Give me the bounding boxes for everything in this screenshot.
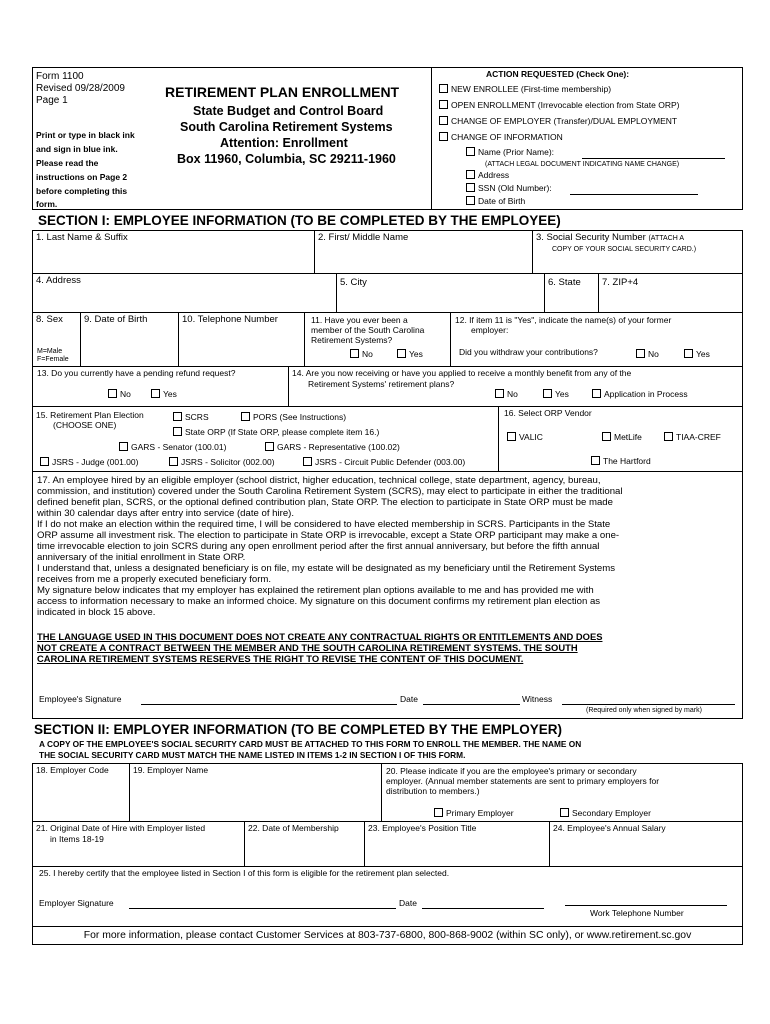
- employee-date-label: Date: [400, 694, 418, 704]
- jsrs-circuit-checkbox[interactable]: [303, 457, 312, 466]
- revised-date: Revised 09/28/2009: [36, 83, 125, 94]
- membership-date-field[interactable]: [245, 822, 365, 867]
- pending-refund-no-checkbox[interactable]: [108, 389, 117, 398]
- ack-line-8: anniversary of the initial enrollment in State ORP.: [37, 552, 246, 563]
- annual-salary-field[interactable]: [550, 822, 743, 867]
- valic-checkbox[interactable]: [507, 432, 516, 441]
- secondary-employer[interactable]: [560, 808, 651, 818]
- former-employer-field[interactable]: [451, 313, 743, 367]
- old-ssn-line[interactable]: [570, 194, 698, 195]
- vendor-valic[interactable]: [507, 432, 543, 442]
- pending-refund-label: 13. Do you currently have a pending refund request?: [37, 368, 236, 378]
- scrs-label: SCRS: [185, 412, 209, 422]
- new-enrollee-label: NEW ENROLLEE (First-time membership): [451, 84, 612, 94]
- withdraw-yes[interactable]: [684, 349, 710, 359]
- prior-member-no-label: No: [362, 349, 373, 359]
- metlife-checkbox[interactable]: [602, 432, 611, 441]
- change-employer-label: CHANGE OF EMPLOYER (Transfer)/DUAL EMPLOYMENT: [451, 116, 678, 126]
- monthly-benefit-no-checkbox[interactable]: [495, 389, 504, 398]
- jsrs-solicitor-checkbox[interactable]: [169, 457, 178, 466]
- instruction-line-3: Please read the: [36, 158, 99, 168]
- city-label: 5. City: [340, 277, 367, 288]
- employee-signature-line[interactable]: [141, 704, 397, 705]
- ack-line-3: defined benefit plan, SCRS, or the optional defined contribution plan, State ORP. The election to participate in State ORP must be made: [37, 497, 613, 508]
- plan-scrs[interactable]: [173, 412, 209, 422]
- employer-date-line[interactable]: [422, 908, 544, 909]
- acknowledgement-block: [32, 472, 743, 719]
- witness-label: Witness: [522, 694, 553, 704]
- withdraw-no[interactable]: [636, 349, 659, 359]
- sex-male-note: M=Male: [37, 348, 63, 355]
- date-of-hire-sub: in Items 18-19: [50, 833, 104, 844]
- attach-legal-note: (ATTACH LEGAL DOCUMENT INDICATING NAME CHANGE): [485, 161, 680, 168]
- sex-female-note: F=Female: [37, 356, 69, 363]
- state-field[interactable]: [545, 274, 599, 313]
- pending-refund-yes-checkbox[interactable]: [151, 389, 160, 398]
- primary-employer-label: Primary Employer: [446, 808, 514, 818]
- tiaa-checkbox[interactable]: [664, 432, 673, 441]
- pending-refund-yes-label: Yes: [163, 389, 177, 399]
- ssn-label: 3. Social Security Number: [536, 232, 646, 243]
- ack-line-9: I understand that, unless a designated beneficiary is on file, my estate will be designated as my beneficiary until the Retirement Systems: [37, 563, 616, 574]
- prior-member-field: [305, 313, 451, 367]
- gars-rep-checkbox[interactable]: [265, 442, 274, 451]
- plan-jsrs-judge[interactable]: [40, 457, 138, 467]
- prior-member-yes-checkbox[interactable]: [397, 349, 406, 358]
- form-title: RETIREMENT PLAN ENROLLMENT: [165, 84, 400, 100]
- prior-member-label-2: member of the South Carolina: [311, 325, 425, 335]
- annual-salary-label: 24. Employee's Annual Salary: [553, 823, 666, 833]
- footer-contact: For more information, please contact Customer Services at 803-737-6800, 800-868-9002 (within SC only), or www.retirement.sc.gov: [32, 927, 743, 945]
- monthly-benefit-label-1: 14. Are you now receiving or have you applied to receive a monthly benefit from any of the: [292, 368, 632, 378]
- pors-label: PORS (See Instructions): [253, 412, 347, 422]
- primary-secondary-field: [382, 763, 743, 822]
- employer-date-label: Date: [399, 898, 417, 908]
- withdraw-yes-label: Yes: [696, 349, 710, 359]
- plan-gars-senator[interactable]: [119, 442, 226, 452]
- application-in-process-checkbox[interactable]: [592, 389, 601, 398]
- gars-senator-label: GARS - Senator (100.01): [131, 442, 227, 452]
- membership-date-label: 22. Date of Membership: [248, 823, 339, 833]
- telephone-label: 10. Telephone Number: [182, 314, 278, 325]
- ss-card-note-1: A COPY OF THE EMPLOYEE'S SOCIAL SECURITY CARD MUST BE ATTACHED TO THIS FORM TO ENROLL THE MEMBER. THE NAME ON: [39, 739, 582, 749]
- prior-member-no[interactable]: [350, 349, 373, 359]
- vendor-metlife[interactable]: [602, 432, 642, 442]
- agency-line-1: State Budget and Control Board: [193, 104, 384, 118]
- plan-election-label: 15. Retirement Plan Election: [36, 410, 144, 420]
- ack-line-13: indicated in block 15 above.: [37, 607, 156, 618]
- date-of-hire-field[interactable]: [32, 822, 245, 867]
- monthly-benefit-yes[interactable]: [543, 389, 569, 399]
- withdraw-yes-checkbox[interactable]: [684, 349, 693, 358]
- telephone-field[interactable]: [179, 313, 305, 367]
- witness-line[interactable]: [562, 704, 735, 705]
- withdraw-no-label: No: [648, 349, 659, 359]
- open-enrollment-label: OPEN ENROLLMENT (Irrevocable election from State ORP): [451, 100, 680, 110]
- action-open-enrollment[interactable]: [439, 100, 679, 110]
- first-name-label: 2. First/ Middle Name: [318, 232, 409, 243]
- mailing-address: Box 11960, Columbia, SC 29211-1960: [177, 152, 396, 166]
- pending-refund-no[interactable]: [108, 389, 131, 399]
- address-label: 4. Address: [36, 275, 81, 286]
- gars-rep-label: GARS - Representative (100.02): [277, 442, 400, 452]
- plan-pors[interactable]: [241, 412, 346, 422]
- work-telephone-line[interactable]: [565, 905, 727, 906]
- employer-certification-block: [32, 867, 743, 927]
- last-name-label: 1. Last Name & Suffix: [36, 232, 128, 243]
- change-info-label: CHANGE OF INFORMATION: [451, 132, 563, 142]
- instruction-line-5: before completing this: [36, 186, 128, 196]
- action-ssn[interactable]: [466, 183, 552, 193]
- pending-refund-no-label: No: [120, 389, 131, 399]
- ssn-change-checkbox[interactable]: [466, 183, 475, 192]
- prior-member-no-checkbox[interactable]: [350, 349, 359, 358]
- ssn-note-b: COPY OF YOUR SOCIAL SECURITY CARD.): [552, 245, 697, 253]
- prior-name-line[interactable]: [582, 158, 725, 159]
- witness-note: (Required only when signed by mark): [586, 707, 702, 714]
- ssn-field[interactable]: [533, 230, 743, 274]
- enrollment-form: [32, 67, 743, 945]
- ack-line-2: commission, and institution) covered under the South Carolina Retirement System (SCRS), may elect to participate in either the traditional: [37, 486, 623, 497]
- change-info-checkbox[interactable]: [439, 132, 448, 141]
- attention-line: Attention: Enrollment: [220, 136, 348, 150]
- address-change-checkbox[interactable]: [466, 170, 475, 179]
- dob-change-checkbox[interactable]: [466, 196, 475, 205]
- ack-line-6: ORP assume all investment risk. The election to participate in State ORP is irrevocable, except a State ORP participant may make a one-: [37, 530, 620, 541]
- certification-text: 25. I hereby certify that the employee listed in Section I of this form is eligible for the retirement plan selected.: [39, 868, 450, 878]
- open-enrollment-checkbox[interactable]: [439, 100, 448, 109]
- primary-secondary-label-3: distribution to members.): [386, 786, 480, 796]
- change-employer-checkbox[interactable]: [439, 116, 448, 125]
- disclaimer-line-2: NOT CREATE A CONTRACT BETWEEN THE MEMBER AND THE SOUTH CAROLINA RETIREMENT SYSTEMS. THE SOUTH: [37, 642, 578, 653]
- employee-date-line[interactable]: [423, 704, 520, 705]
- orp-label: State ORP (If State ORP, please complete item 16.): [185, 427, 380, 437]
- action-change-employer[interactable]: [439, 116, 677, 126]
- vendor-tiaa[interactable]: [664, 432, 721, 442]
- vendor-hartford[interactable]: [591, 456, 651, 466]
- employer-signature-line[interactable]: [129, 908, 396, 909]
- city-field[interactable]: [337, 274, 545, 313]
- jsrs-solicitor-label: JSRS - Solicitor (002.00): [181, 457, 275, 467]
- action-prior-name[interactable]: [466, 147, 554, 157]
- choose-one-label: (CHOOSE ONE): [53, 420, 117, 430]
- monthly-benefit-no-label: No: [507, 389, 518, 399]
- monthly-benefit-yes-checkbox[interactable]: [543, 389, 552, 398]
- monthly-benefit-label-2: Retirement Systems' retirement plans?: [308, 379, 455, 389]
- instruction-line-6: form.: [36, 199, 58, 209]
- plan-jsrs-solicitor[interactable]: [169, 457, 275, 467]
- prior-member-label-3: Retirement Systems?: [311, 335, 393, 345]
- header-divider: [431, 67, 432, 210]
- hartford-label: The Hartford: [603, 456, 651, 466]
- ack-line-1: 17. An employee hired by an eligible employer (school district, higher education, technical college, state department, agency, bureau,: [37, 475, 601, 486]
- plan-orp[interactable]: [173, 427, 379, 437]
- employer-signature-label: Employer Signature: [39, 898, 114, 908]
- position-title-label: 23. Employee's Position Title: [368, 823, 477, 833]
- ack-line-7: time irrevocable election to join SCRS during any open enrollment period after the first annual anniversary, but before the fifth annual: [37, 541, 600, 552]
- dob-field[interactable]: [81, 313, 179, 367]
- ack-line-4: within 30 calendar days after entry into service (date of hire).: [37, 508, 295, 519]
- employer-code-label: 18. Employer Code: [36, 765, 109, 775]
- former-employer-label-2: employer:: [471, 325, 509, 335]
- metlife-label: MetLife: [614, 432, 642, 442]
- withdraw-no-checkbox[interactable]: [636, 349, 645, 358]
- plan-jsrs-circuit[interactable]: [303, 457, 465, 467]
- zip-field[interactable]: [599, 274, 743, 313]
- zip-label: 7. ZIP+4: [602, 277, 639, 288]
- tiaa-label: TIAA-CREF: [676, 432, 721, 442]
- jsrs-judge-checkbox[interactable]: [40, 457, 49, 466]
- ssn-note-a: (ATTACH A: [648, 235, 684, 242]
- address-field[interactable]: [32, 274, 337, 313]
- instruction-line-4: instructions on Page 2: [36, 172, 128, 182]
- employer-code-field[interactable]: [32, 763, 130, 822]
- work-telephone-label: Work Telephone Number: [590, 908, 684, 918]
- disclaimer-line-3: CAROLINA RETIREMENT SYSTEMS RESERVES THE RIGHT TO REVISE THE CONTENT OF THIS DOCUMENT.: [37, 653, 524, 664]
- agency-line-2: South Carolina Retirement Systems: [180, 120, 393, 134]
- prior-name-label: Name (Prior Name):: [478, 147, 555, 157]
- orp-checkbox[interactable]: [173, 427, 182, 436]
- employer-name-field[interactable]: [130, 763, 382, 822]
- ss-card-note-2: THE SOCIAL SECURITY CARD MUST MATCH THE NAME LISTED IN ITEMS 1-2 IN SECTION I OF THIS FORM.: [39, 750, 466, 760]
- action-new-enrollee[interactable]: [439, 84, 611, 94]
- instruction-line-2: and sign in blue ink.: [36, 144, 118, 154]
- pending-refund-yes[interactable]: [151, 389, 177, 399]
- secondary-employer-checkbox[interactable]: [560, 808, 569, 817]
- secondary-employer-label: Secondary Employer: [572, 808, 651, 818]
- prior-member-yes[interactable]: [397, 349, 423, 359]
- jsrs-circuit-label: JSRS - Circuit Public Defender (003.00): [315, 457, 466, 467]
- last-name-field[interactable]: [32, 230, 315, 274]
- application-in-process[interactable]: [592, 389, 688, 399]
- employee-signature-label: Employee's Signature: [39, 694, 122, 704]
- ack-line-12: access to information necessary to make an informed choice. My signature on this document confirms my retirement plan election as: [37, 596, 601, 607]
- application-in-process-label: Application in Process: [604, 389, 688, 399]
- prior-member-label-1: 11. Have you ever been a: [311, 315, 408, 325]
- prior-name-checkbox[interactable]: [466, 147, 475, 156]
- employer-name-label: 19. Employer Name: [133, 765, 209, 775]
- address-change-label: Address: [478, 170, 510, 180]
- section-1-title: SECTION I: EMPLOYEE INFORMATION (TO BE COMPLETED BY THE EMPLOYEE): [38, 213, 561, 228]
- plan-election-field: [32, 407, 499, 472]
- action-requested-title: ACTION REQUESTED (Check One):: [486, 69, 630, 79]
- prior-member-yes-label: Yes: [409, 349, 423, 359]
- valic-label: VALIC: [519, 432, 543, 442]
- form-number: Form 1100: [36, 71, 84, 82]
- sex-label: 8. Sex: [36, 314, 63, 325]
- disclaimer-line-1: THE LANGUAGE USED IN THIS DOCUMENT DOES NOT CREATE ANY CONTRACTUAL RIGHTS OR ENTITLEMENTS AND DOES: [37, 631, 603, 642]
- primary-employer-checkbox[interactable]: [434, 808, 443, 817]
- gars-senator-checkbox[interactable]: [119, 442, 128, 451]
- former-employer-label-1: 12. If item 11 is "Yes", indicate the name(s) of your former: [455, 315, 672, 325]
- first-name-field[interactable]: [315, 230, 533, 274]
- sex-field[interactable]: [32, 313, 81, 367]
- date-of-hire-label: 21. Original Date of Hire with Employer listed: [36, 823, 206, 833]
- ack-line-11: My signature below indicates that my employer has explained the retirement plan options available to me and has provided me with: [37, 585, 594, 596]
- monthly-benefit-field: [289, 367, 743, 407]
- ack-line-10: receives from me a properly executed beneficiary form.: [37, 574, 272, 585]
- pending-refund-field: [32, 367, 289, 407]
- action-address[interactable]: [466, 170, 509, 180]
- monthly-benefit-no[interactable]: [495, 389, 518, 399]
- hartford-checkbox[interactable]: [591, 456, 600, 465]
- new-enrollee-checkbox[interactable]: [439, 84, 448, 93]
- dob-label: 9. Date of Birth: [84, 314, 148, 325]
- instruction-line-1: Print or type in black ink: [36, 130, 135, 140]
- page-number: Page 1: [36, 95, 68, 106]
- primary-secondary-label-2: employer. (Annual member statements are sent to primary employers for: [386, 776, 660, 786]
- pors-checkbox[interactable]: [241, 412, 250, 421]
- plan-gars-rep[interactable]: [265, 442, 400, 452]
- orp-vendor-label: 16. Select ORP Vendor: [504, 408, 592, 418]
- orp-vendor-field: [499, 407, 743, 472]
- ack-line-5: If I do not make an election within the required time, I will be considered to have elected membership in SCRS. Participants in the State: [37, 519, 611, 530]
- jsrs-judge-label: JSRS - Judge (001.00): [52, 457, 139, 467]
- primary-secondary-label-1: 20. Please indicate if you are the employee's primary or secondary: [386, 766, 637, 776]
- action-dob[interactable]: [466, 196, 525, 206]
- position-title-field[interactable]: [365, 822, 550, 867]
- monthly-benefit-yes-label: Yes: [555, 389, 569, 399]
- dob-change-label: Date of Birth: [478, 196, 526, 206]
- action-change-info[interactable]: [439, 132, 563, 142]
- section-2-title: SECTION II: EMPLOYER INFORMATION (TO BE COMPLETED BY THE EMPLOYER): [34, 722, 563, 737]
- state-label: 6. State: [548, 277, 581, 288]
- primary-employer[interactable]: [434, 808, 514, 818]
- scrs-checkbox[interactable]: [173, 412, 182, 421]
- withdraw-label: Did you withdraw your contributions?: [459, 347, 598, 357]
- ssn-change-label: SSN (Old Number):: [478, 183, 552, 193]
